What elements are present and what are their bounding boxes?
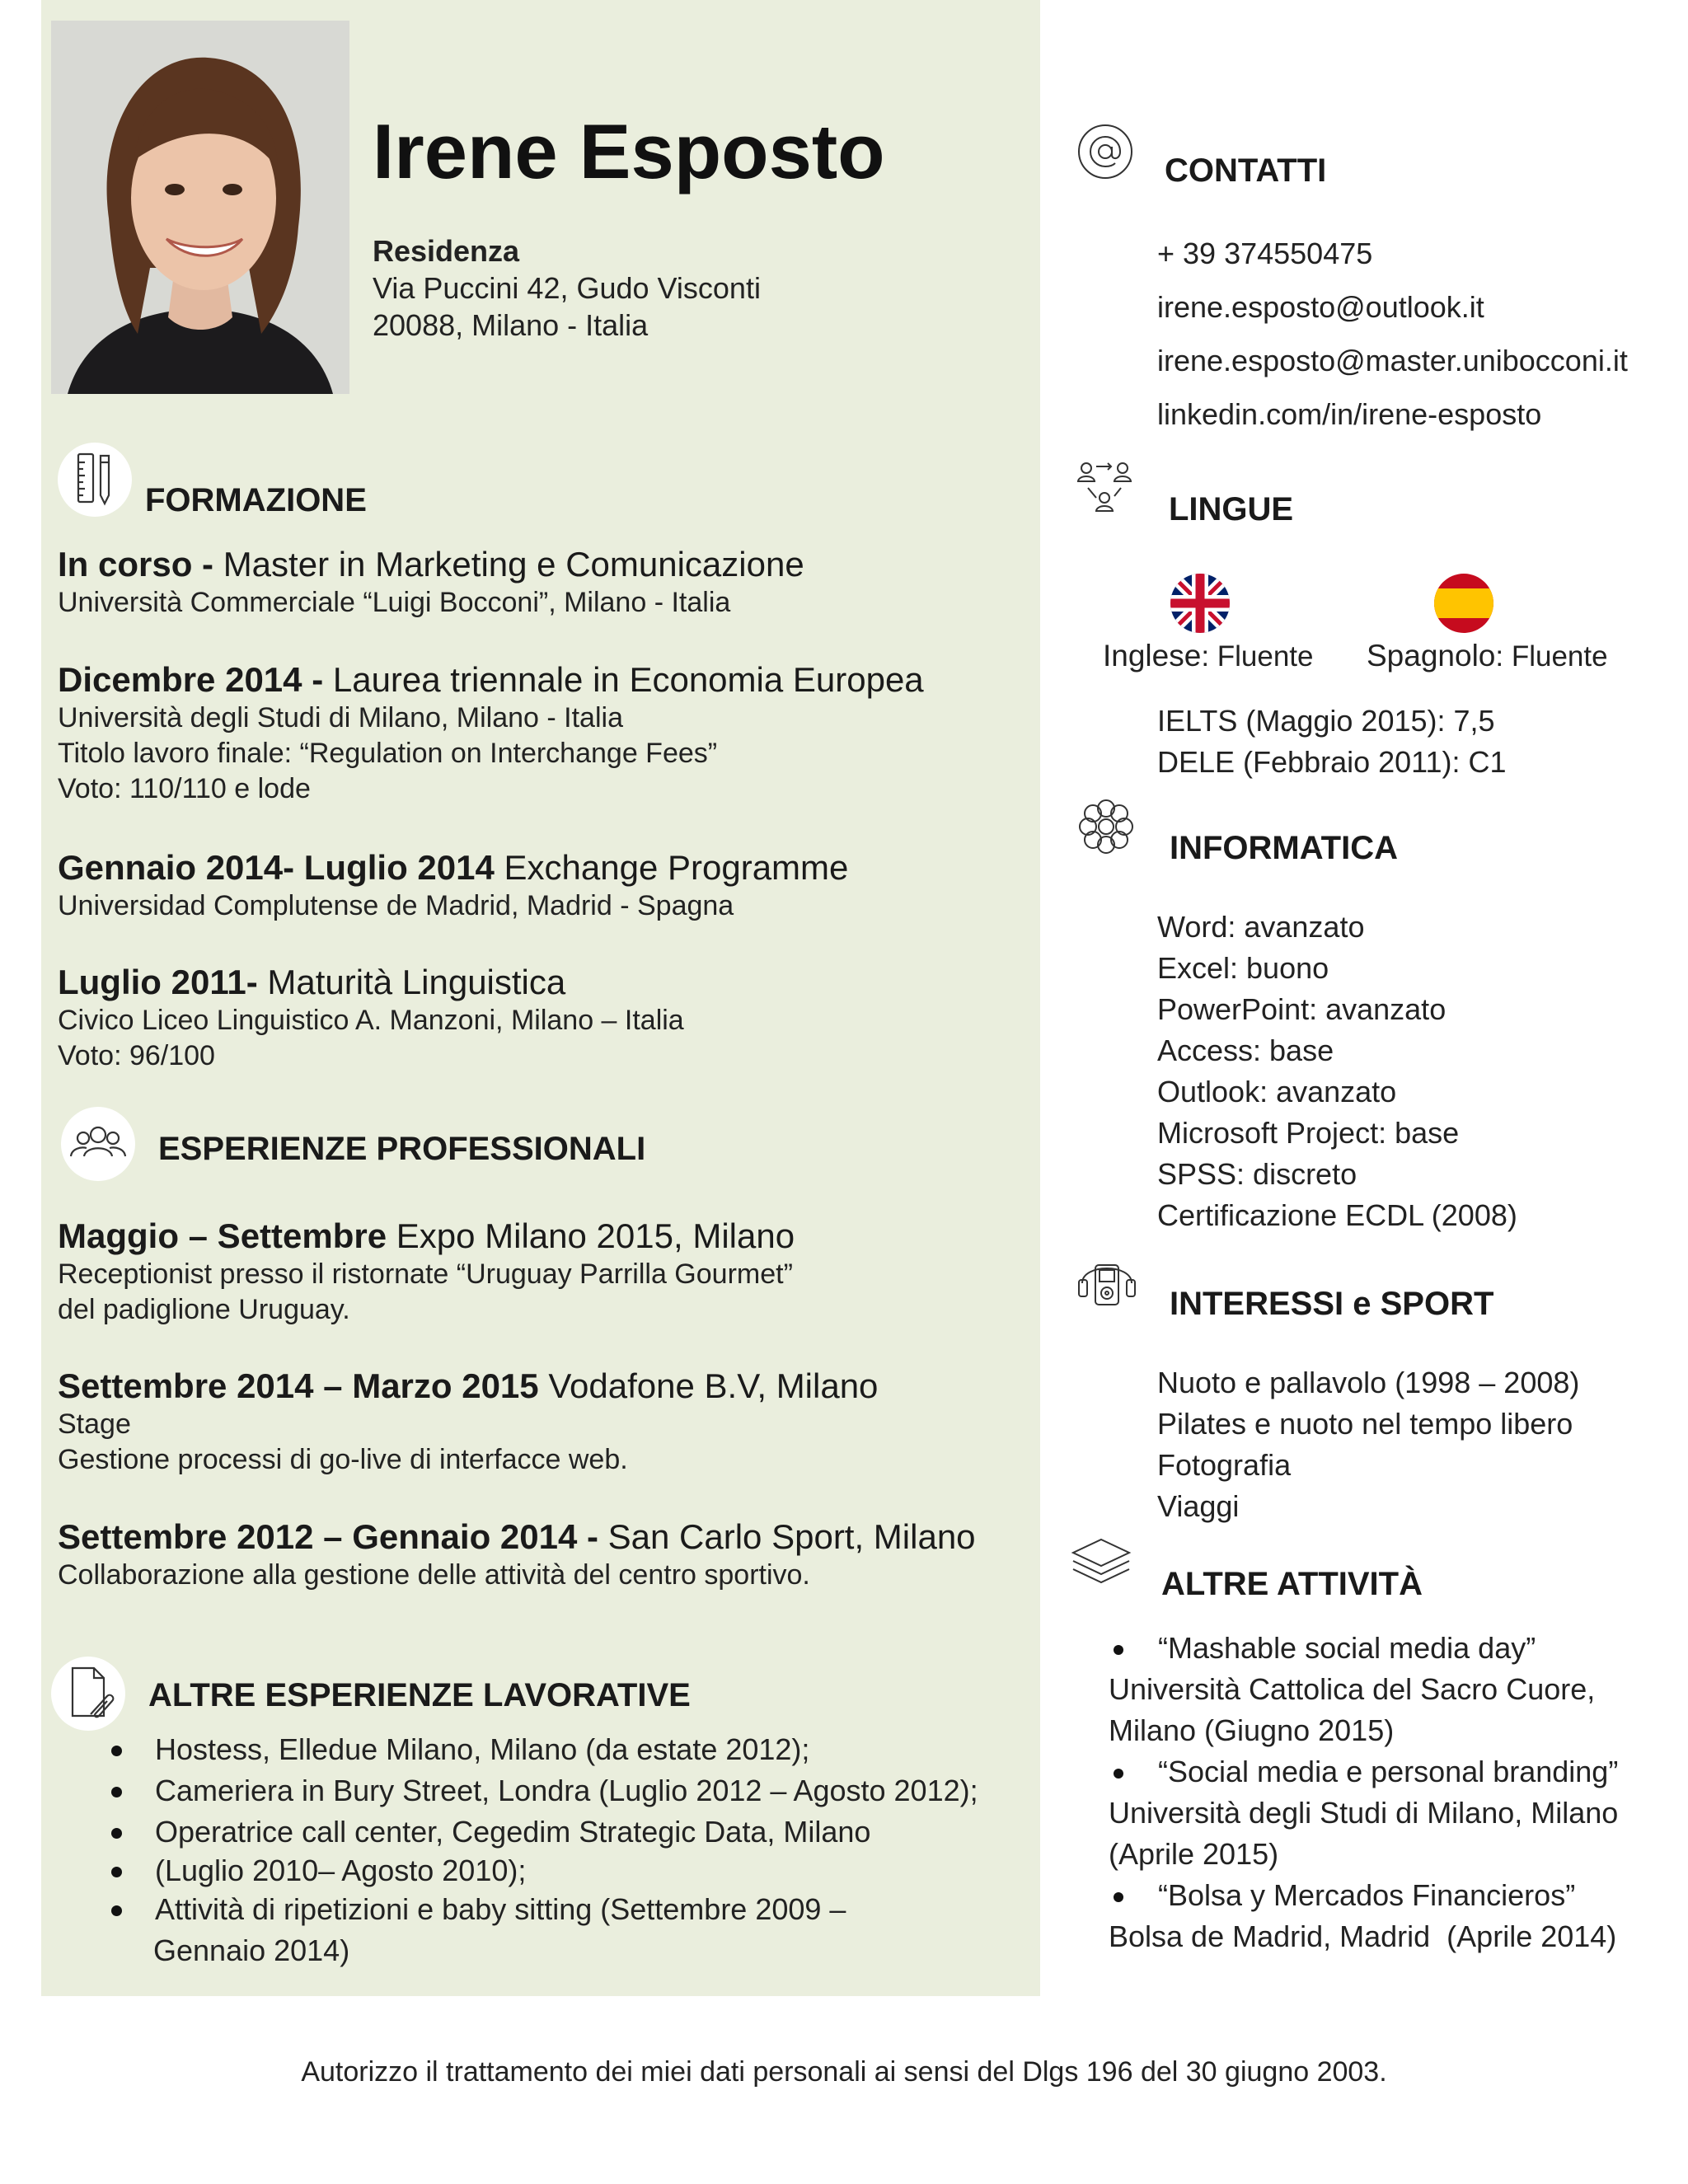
entry-title: Maturità Linguistica [257,963,566,1001]
other-activities-list [1109,1628,1643,1957]
list-item: Nuoto e pallavolo (1998 – 2008) [1157,1366,1580,1399]
email-link[interactable]: irene.esposto@master.unibocconi.it [1157,344,1628,377]
list-item: PowerPoint: avanzato [1157,992,1447,1026]
at-sign-icon [1076,122,1135,185]
entry-detail: Universidad Complutense de Madrid, Madrid - Spagna [58,890,734,921]
entry-date: Luglio 2011- [58,963,258,1001]
activity-item: “Mashable social media day” Università Cattolica del Sacro Cuore, Milano (Giugno 2015) [1109,1631,1596,1747]
education-entry [58,659,1014,807]
phone-number: + 39 374550475 [1157,237,1373,270]
experience-entry [58,1366,1014,1478]
section-title-lingue: LINGUE [1169,491,1294,527]
list-item: Hostess, Elledue Milano, Milano (da estate 2012); [107,1729,1030,1770]
candidate-name: Irene Esposto [373,108,885,194]
entry-title: Expo Milano 2015, Milano [387,1216,795,1255]
list-item: (Luglio 2010– Agosto 2010); [107,1853,1030,1889]
document-attachment-icon [51,1657,125,1731]
list-item: Word: avanzato [1157,910,1365,944]
entry-title: Master in Marketing e Comunicazione [213,545,804,583]
spain-flag-icon [1434,574,1493,633]
layers-stack-icon [1068,1535,1134,1596]
cert-ielts: IELTS (Maggio 2015): 7,5 [1157,704,1495,738]
list-item: Fotografia [1157,1448,1292,1482]
experience-entry [58,1516,1014,1593]
list-item: Operatrice call center, Cegedim Strategic Data, Milano [107,1811,1030,1853]
entry-detail: Receptionist presso il ristornate “Uruguay Parrilla Gourmet” [58,1258,793,1290]
list-item-continuation: Gennaio 2014) [153,1933,350,1967]
list-item: Certificazione ECDL (2008) [1157,1198,1517,1232]
language-spanish: Spagnolo: Fluente [1367,639,1608,673]
flower-network-icon [1074,794,1138,863]
entry-date: Settembre 2012 – Gennaio 2014 - [58,1517,598,1556]
section-title-esperienze: ESPERIENZE PROFESSIONALI [158,1131,646,1167]
music-player-headphones-icon [1074,1247,1140,1317]
entry-detail: Titolo lavoro finale: “Regulation on Interchange Fees” [58,738,718,769]
education-entry [58,847,1014,924]
bullet-dot [1114,1645,1123,1655]
bullet-dot [111,1787,122,1797]
cert-dele: DELE (Febbraio 2011): C1 [1157,745,1507,779]
section-title-contatti: CONTATTI [1165,152,1327,189]
entry-detail: Civico Liceo Linguistico A. Manzoni, Milano – Italia [58,1005,684,1036]
other-work-list [107,1729,1030,1971]
entry-detail: del padiglione Uruguay. [58,1294,350,1325]
bullet-dot [111,1746,122,1756]
entry-detail: Collaborazione alla gestione delle attività del centro sportivo. [58,1559,810,1591]
list-item: Cameriera in Bury Street, Londra (Luglio 2012 – Agosto 2012); [107,1770,1030,1811]
language-exchange-icon [1071,455,1137,525]
privacy-consent-footer: Autorizzo il trattamento dei miei dati personali ai sensi del Dlgs 196 del 30 giugno 2003. [301,2056,1387,2088]
entry-detail: Gestione processi di go-live di interfacce web. [58,1444,628,1475]
section-title-interessi: INTERESSI e SPORT [1170,1286,1494,1322]
section-title-informatica: INFORMATICA [1170,830,1398,866]
list-item: Attività di ripetizioni e baby sitting (Settembre 2009 – [107,1889,1030,1930]
address-line-1: Via Puccini 42, Gudo Visconti [373,271,761,305]
entry-date: Settembre 2014 – Marzo 2015 [58,1366,539,1405]
education-entry [58,962,1014,1074]
entry-date: Dicembre 2014 - [58,660,324,699]
people-group-icon [61,1107,135,1181]
entry-detail: Stage [58,1408,131,1440]
education-tools-icon [58,443,132,517]
computer-skills-list [1157,907,1517,1236]
entry-title: San Carlo Sport, Milano [598,1517,976,1556]
entry-detail: Voto: 110/110 e lode [58,773,311,804]
list-item: Microsoft Project: base [1157,1116,1460,1150]
list-item: Pilates e nuoto nel tempo libero [1157,1407,1573,1441]
bullet-dot [111,1867,122,1877]
entry-date: Maggio – Settembre [58,1216,387,1255]
list-item: Excel: buono [1157,951,1329,985]
entry-date: In corso - [58,545,214,583]
list-item: Viaggi [1157,1489,1240,1523]
list-item: Outlook: avanzato [1157,1075,1397,1108]
language-certifications [1157,701,1507,783]
address-line-2: 20088, Milano - Italia [373,308,649,342]
bullet-dot [111,1905,122,1916]
residence-label: Residenza [373,234,520,268]
section-title-altre-attivita: ALTRE ATTIVITÀ [1161,1566,1423,1602]
uk-flag-icon [1170,574,1230,633]
entry-detail: Università degli Studi di Milano, Milano - Italia [58,702,623,733]
entry-date: Gennaio 2014- Luglio 2014 [58,848,495,887]
section-title-altre-esperienze: ALTRE ESPERIENZE LAVORATIVE [148,1677,691,1713]
residence-block [373,232,761,344]
entry-title: Vodafone B.V, Milano [538,1366,879,1405]
language-english: Inglese: Fluente [1103,639,1314,673]
entry-detail: Università Commerciale “Luigi Bocconi”, Milano - Italia [58,587,731,618]
experience-entry [58,1216,1014,1328]
education-entry [58,544,1014,621]
entry-title: Exchange Programme [494,848,849,887]
list-item: Access: base [1157,1033,1334,1067]
section-title-formazione: FORMAZIONE [145,482,367,518]
interests-list [1157,1362,1579,1527]
bullet-dot [111,1828,122,1839]
profile-photo [51,21,349,394]
list-item: SPSS: discreto [1157,1157,1357,1191]
entry-detail: Voto: 96/100 [58,1040,215,1071]
entry-title: Laurea triennale in Economia Europea [323,660,924,699]
contacts-list [1157,227,1628,441]
activity-item: “Social media e personal branding” Università degli Studi di Milano, Milano (Aprile 2015) [1109,1755,1619,1871]
email-link[interactable]: irene.esposto@outlook.it [1157,290,1484,324]
bullet-dot [1114,1892,1123,1902]
bullet-dot [1114,1769,1123,1779]
activity-item: “Bolsa y Mercados Financieros” Bolsa de Madrid, Madrid (Aprile 2014) [1109,1878,1617,1953]
linkedin-link[interactable]: linkedin.com/in/irene-esposto [1157,397,1542,431]
